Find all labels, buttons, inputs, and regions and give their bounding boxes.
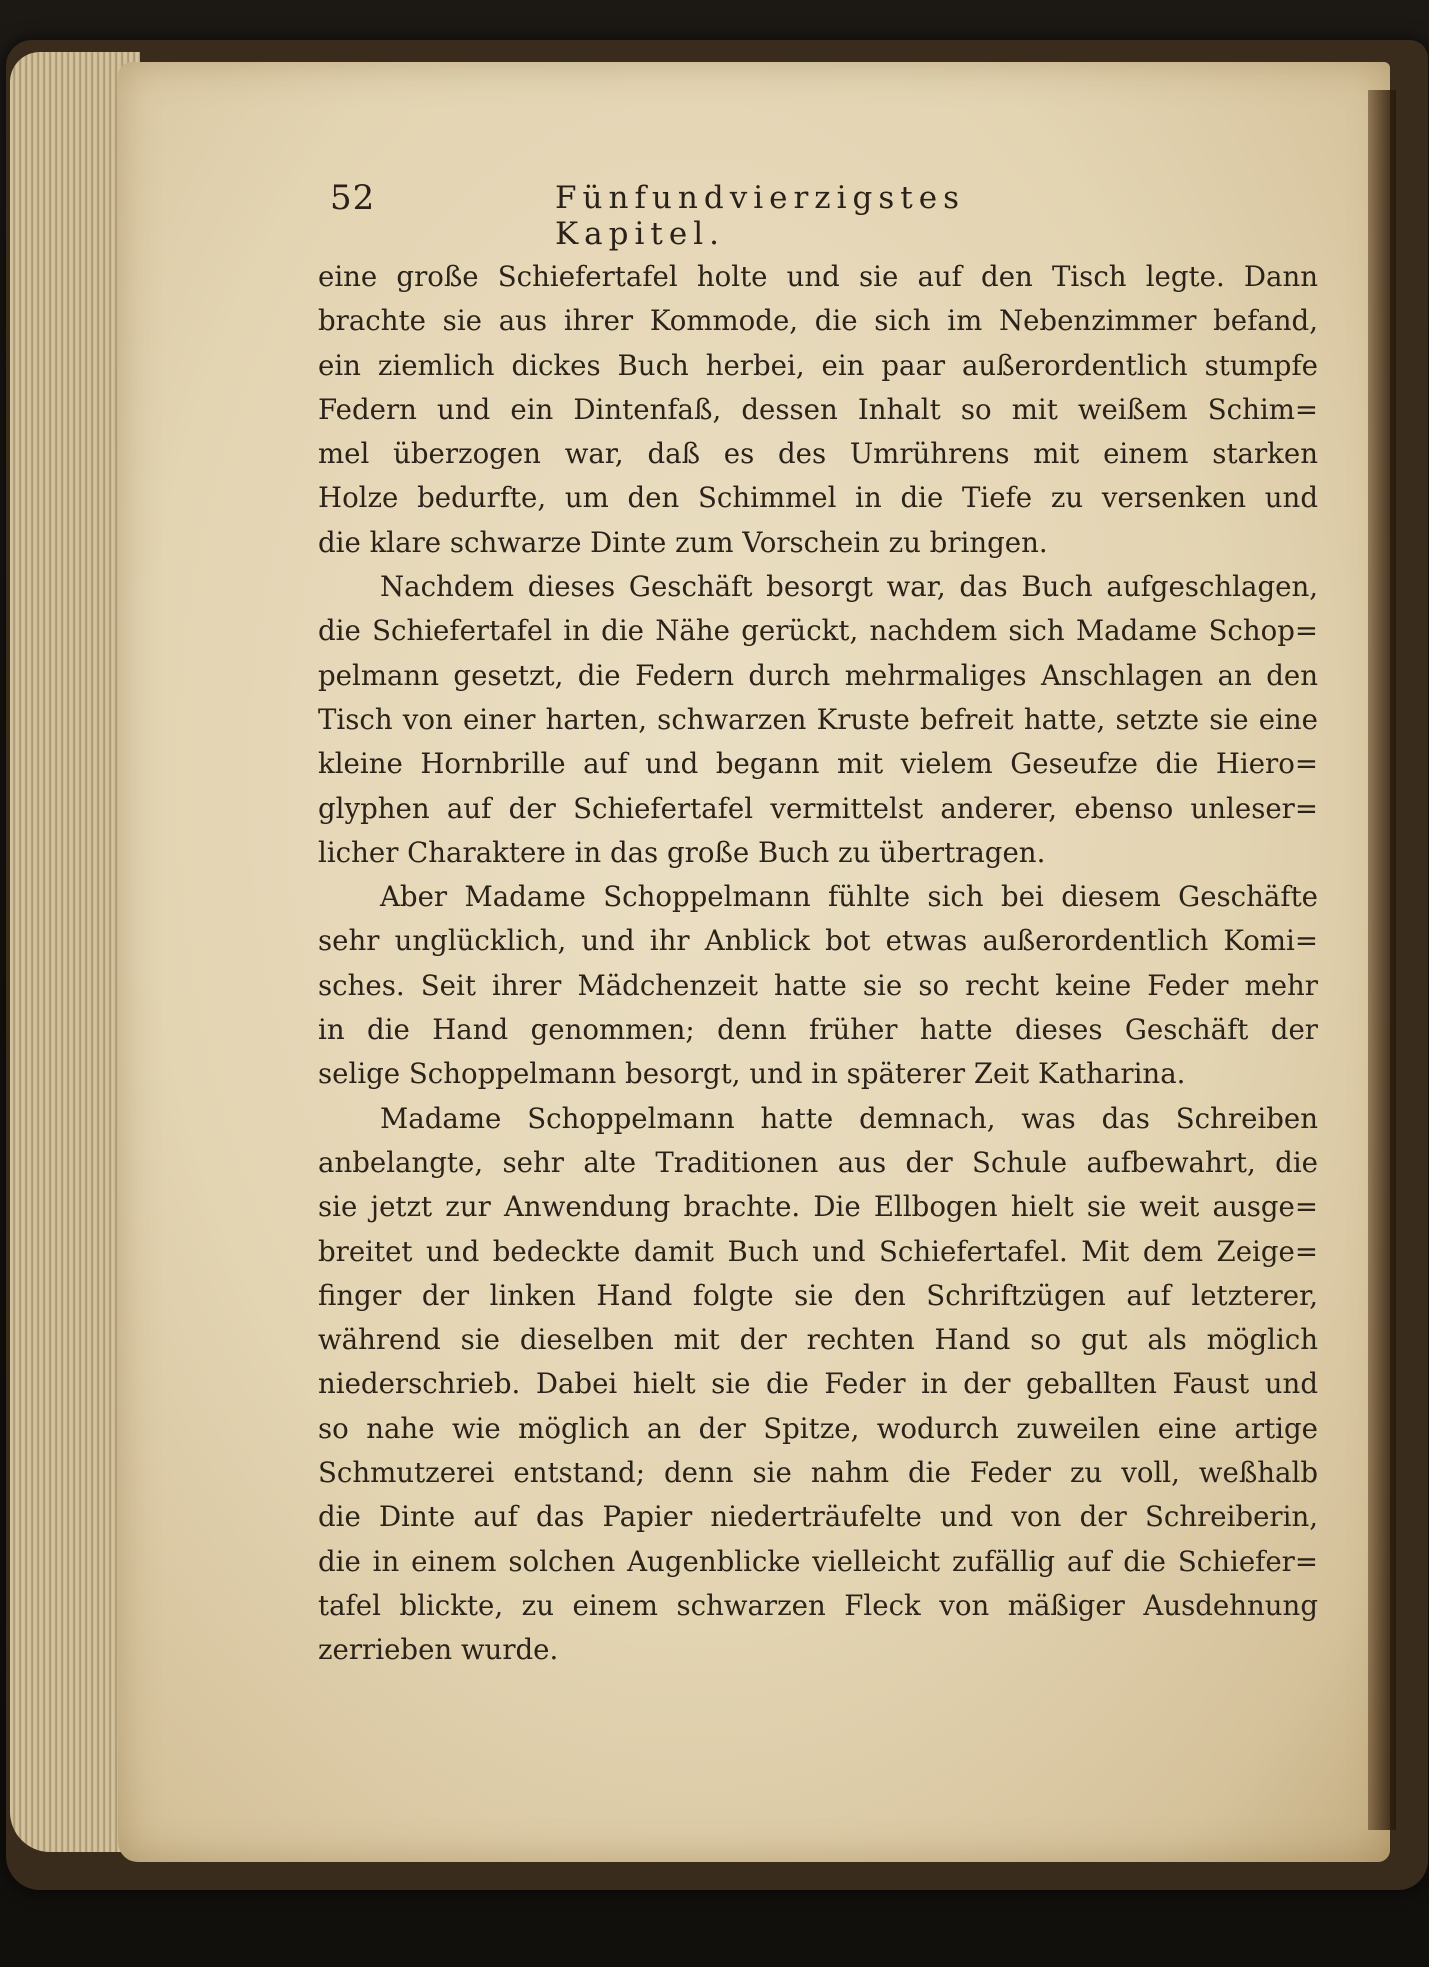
page-number: 52 xyxy=(330,178,376,218)
text-line: zerrieben wurde. xyxy=(318,1633,559,1667)
text-line: selige Schoppelmann besorgt, und in späterer Zeit Katharina. xyxy=(318,1057,1186,1091)
paragraph xyxy=(318,255,1318,565)
text-line: in die Hand genommen; denn früher hatte dieses Geschäft der xyxy=(318,1013,1318,1047)
paragraph xyxy=(318,565,1318,875)
page-header xyxy=(330,178,1070,252)
text-line: tafel blickte, zu einem schwarzen Fleck von mäßiger Ausdehnung xyxy=(318,1588,1318,1622)
text-line: Holze bedurfte, um den Schimmel in die Tiefe zu versenken und xyxy=(318,481,1318,515)
gutter-shadow xyxy=(1368,90,1396,1830)
text-line: eine große Schiefertafel holte und sie auf den Tisch legte. Dann xyxy=(318,260,1318,293)
text-line: sie jetzt zur Anwendung brachte. Die Ellbogen hielt sie weit ausge= xyxy=(318,1190,1318,1224)
text-line: Madame Schoppelmann hatte demnach, was das Schreiben xyxy=(380,1101,1318,1135)
text-line: während sie dieselben mit der rechten Hand so gut als möglich xyxy=(318,1323,1318,1357)
text-line: die Dinte auf das Papier niederträufelte und von der Schreiberin, xyxy=(318,1500,1318,1534)
text-line: Schmutzerei entstand; denn sie nahm die Feder zu voll, weßhalb xyxy=(318,1456,1318,1490)
text-line: so nahe wie möglich an der Spitze, wodurch zuweilen eine artige xyxy=(318,1411,1318,1445)
text-line: Federn und ein Dintenfaß, dessen Inhalt so mit weißem Schim= xyxy=(318,392,1318,426)
text-line: die Schiefertafel in die Nähe gerückt, nachdem sich Madame Schop= xyxy=(318,614,1318,648)
text-line: die in einem solchen Augenblicke vielleicht zufällig auf die Schiefer= xyxy=(318,1544,1318,1578)
text-line: niederschrieb. Dabei hielt sie die Feder in der geballten Faust und xyxy=(318,1367,1318,1401)
text-line: Nachdem dieses Geschäft besorgt war, das Buch aufgeschlagen, xyxy=(380,570,1318,604)
text-line: ein ziemlich dickes Buch herbei, ein paar außerordentlich stumpfe xyxy=(318,348,1318,382)
running-head: Fünfundvierzigstes Kapitel. xyxy=(555,180,965,252)
text-line: glyphen auf der Schiefertafel vermittelst anderer, ebenso unleser= xyxy=(318,791,1318,825)
text-line: kleine Hornbrille auf und begann mit vielem Geseufze die Hiero= xyxy=(318,747,1318,781)
paragraph xyxy=(318,875,1318,1096)
text-line: pelmann gesetzt, die Federn durch mehrmaliges Anschlagen an den xyxy=(318,658,1318,692)
text-line: Aber Madame Schoppelmann fühlte sich bei diesem Geschäfte xyxy=(380,880,1318,914)
text-line: mel überzogen war, daß es des Umrührens mit einem starken xyxy=(318,437,1318,471)
paragraph xyxy=(318,1097,1318,1673)
text-line: anbelangte, sehr alte Traditionen aus der Schule aufbewahrt, die xyxy=(318,1145,1318,1179)
text-line: die klare schwarze Dinte zum Vorschein zu bringen. xyxy=(318,525,1048,559)
text-line: Tisch von einer harten, schwarzen Kruste befreit hatte, setzte sie eine xyxy=(318,702,1318,736)
text-line: sches. Seit ihrer Mädchenzeit hatte sie so recht keine Feder mehr xyxy=(318,968,1318,1002)
text-line: licher Charaktere in das große Buch zu übertragen. xyxy=(318,835,1046,869)
text-line: breitet und bedeckte damit Buch und Schiefertafel. Mit dem Zeige= xyxy=(318,1234,1318,1268)
text-line: finger der linken Hand folgte sie den Schriftzügen auf letzterer, xyxy=(318,1278,1318,1312)
text-line: brachte sie aus ihrer Kommode, die sich im Nebenzimmer befand, xyxy=(318,304,1318,338)
body-text xyxy=(318,255,1318,1673)
text-line: sehr unglücklich, und ihr Anblick bot etwas außerordentlich Komi= xyxy=(318,924,1318,958)
